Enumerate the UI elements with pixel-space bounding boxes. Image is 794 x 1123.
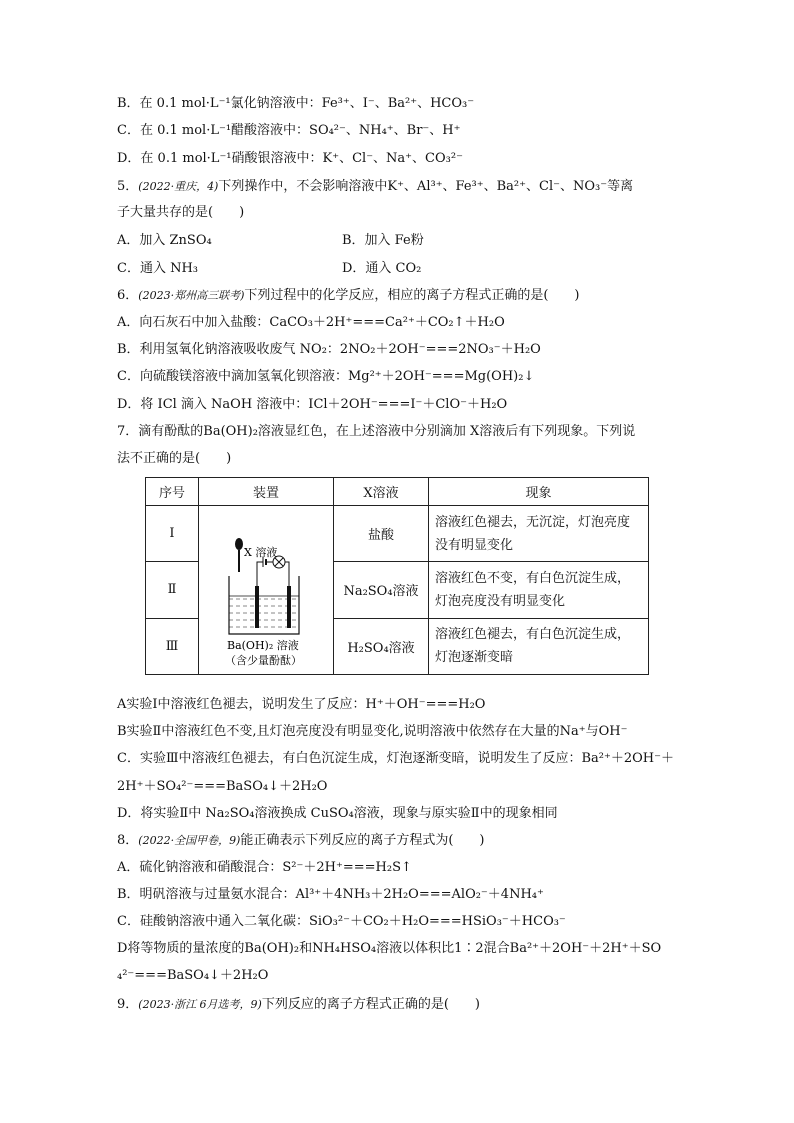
electrode-right	[287, 586, 291, 628]
apparatus-cell	[199, 506, 334, 675]
row-phenomenon: 溶液红色褪去，无沉淀，灯泡亮度 没有明显变化	[429, 506, 649, 562]
wire-left	[257, 562, 263, 588]
row-x-solution: H₂SO₄溶液	[334, 618, 429, 674]
q8-option-d-line2: ₄²⁻===BaSO₄↓＋2H₂O	[117, 968, 269, 983]
q5-option-c: C．通入 NH₃	[117, 261, 199, 276]
q6-option-c: C．向硫酸镁溶液中滴加氢氧化钡溶液：Mg²⁺＋2OH⁻===Mg(OH)₂↓	[117, 369, 535, 384]
q6-option-d: D．将 ICl 滴入 NaOH 溶液中：ICl＋2OH⁻===I⁻＋ClO⁻＋H₂O	[117, 397, 508, 412]
q5-option-d: D．通入 CO₂	[342, 261, 422, 276]
q7-stem-line1: 7．滴有酚酞的Ba(OH)₂溶液显红色，在上述溶液中分别滴加 X溶液后有下列现象。下列说	[117, 424, 636, 439]
q9-stem: 9．(2023·浙江 6月选考，9)下列反应的离子方程式正确的是( )	[117, 997, 481, 1012]
q7-table	[145, 477, 649, 675]
q8-option-c: C．硅酸钠溶液中通入二氧化碳：SiO₃²⁻＋CO₂＋H₂O===HSiO₃⁻＋HCO₃⁻	[117, 914, 566, 929]
q9-source: (2023·浙江 6月选考，9)	[138, 998, 262, 1011]
row-x-solution: 盐酸	[334, 506, 429, 562]
q8-option-d-line1: D将等物质的量浓度的Ba(OH)₂和NH₄HSO₄溶液以体积比1∶2混合Ba²⁺＋2OH⁻＋2H⁺＋SO	[117, 941, 662, 956]
header-x-solution: X溶液	[334, 478, 429, 506]
q5-option-b: B．加入 Fe粉	[342, 233, 424, 248]
q5-stem-line1: 5．(2022·重庆，4)下列操作中，不会影响溶液中K⁺、Al³⁺、Fe³⁺、Ba²⁺、Cl⁻、NO₃⁻等离	[117, 179, 634, 194]
table-header-row	[146, 478, 649, 506]
row-id: Ⅲ	[146, 618, 199, 674]
q6-option-a: A．向石灰石中加入盐酸：CaCO₃＋2H⁺===Ca²⁺＋CO₂↑＋H₂O	[117, 315, 505, 330]
solution-note: （含少量酚酞）	[225, 654, 302, 667]
header-apparatus: 装置	[199, 478, 334, 506]
q6-source: (2023·郑州高三联考)	[138, 289, 245, 302]
q7-option-d: D．将实验Ⅱ中 Na₂SO₄溶液换成 CuSO₄溶液，现象与原实验Ⅱ中的现象相同	[117, 806, 558, 821]
q7-option-c-line2: 2H⁺＋SO₄²⁻===BaSO₄↓＋2H₂O	[117, 779, 328, 794]
row-id: Ⅱ	[146, 562, 199, 618]
q5-stem-line2: 子大量共存的是( )	[117, 205, 245, 220]
q4-option-b: B．在 0.1 mol·L⁻¹氯化钠溶液中：Fe³⁺、I⁻、Ba²⁺、HCO₃⁻	[117, 96, 475, 111]
q8-source: (2022·全国甲卷，9)	[138, 834, 241, 847]
q7-option-a: A实验Ⅰ中溶液红色褪去，说明发生了反应：H⁺＋OH⁻===H₂O	[117, 697, 486, 712]
row-phenomenon: 溶液红色不变，有白色沉淀生成， 灯泡亮度没有明显变化	[429, 562, 649, 618]
q7-option-b: B实验Ⅱ中溶液红色不变,且灯泡亮度没有明显变化,说明溶液中依然存在大量的Na⁺与OH⁻	[117, 724, 628, 739]
header-id: 序号	[146, 478, 199, 506]
row-x-solution: Na₂SO₄溶液	[334, 562, 429, 618]
x-solution-label: X 溶液	[244, 546, 278, 559]
q4-option-c: C．在 0.1 mol·L⁻¹醋酸溶液中：SO₄²⁻、NH₄⁺、Br⁻、H⁺	[117, 123, 461, 138]
q5-source: (2022·重庆，4)	[138, 180, 219, 193]
q6-stem: 6．(2023·郑州高三联考)下列过程中的化学反应，相应的离子方程式正确的是( )	[117, 288, 580, 303]
dropper-bulb	[235, 538, 243, 550]
q8-option-b: B．明矾溶液与过量氨水混合：Al³⁺＋4NH₃＋2H₂O===AlO₂⁻＋4NH₄⁺	[117, 887, 544, 902]
solution-label: Ba(OH)₂ 溶液	[227, 639, 299, 652]
electrolysis-apparatus-diagram	[199, 506, 331, 670]
q7-stem-line2: 法不正确的是( )	[117, 451, 232, 466]
q6-option-b: B．利用氢氧化钠溶液吸收废气 NO₂：2NO₂＋2OH⁻===2NO₃⁻＋H₂O	[117, 342, 541, 357]
q8-option-a: A．硫化钠溶液和硝酸混合：S²⁻＋2H⁺===H₂S↑	[117, 860, 412, 875]
row-phenomenon: 溶液红色褪去，有白色沉淀生成， 灯泡逐渐变暗	[429, 618, 649, 674]
q4-option-d: D．在 0.1 mol·L⁻¹硝酸银溶液中：K⁺、Cl⁻、Na⁺、CO₃²⁻	[117, 151, 463, 166]
electrode-left	[255, 586, 259, 628]
wire-right	[285, 562, 289, 588]
q5-option-a: A．加入 ZnSO₄	[117, 233, 212, 248]
header-phenomenon: 现象	[429, 478, 649, 506]
q8-stem: 8．(2022·全国甲卷，9)能正确表示下列反应的离子方程式为( )	[117, 833, 485, 848]
table-row	[146, 506, 649, 562]
q7-option-c-line1: C．实验Ⅲ中溶液红色褪去，有白色沉淀生成，灯泡逐渐变暗，说明发生了反应：Ba²⁺＋2OH⁻＋	[117, 751, 674, 766]
row-id: Ⅰ	[146, 506, 199, 562]
